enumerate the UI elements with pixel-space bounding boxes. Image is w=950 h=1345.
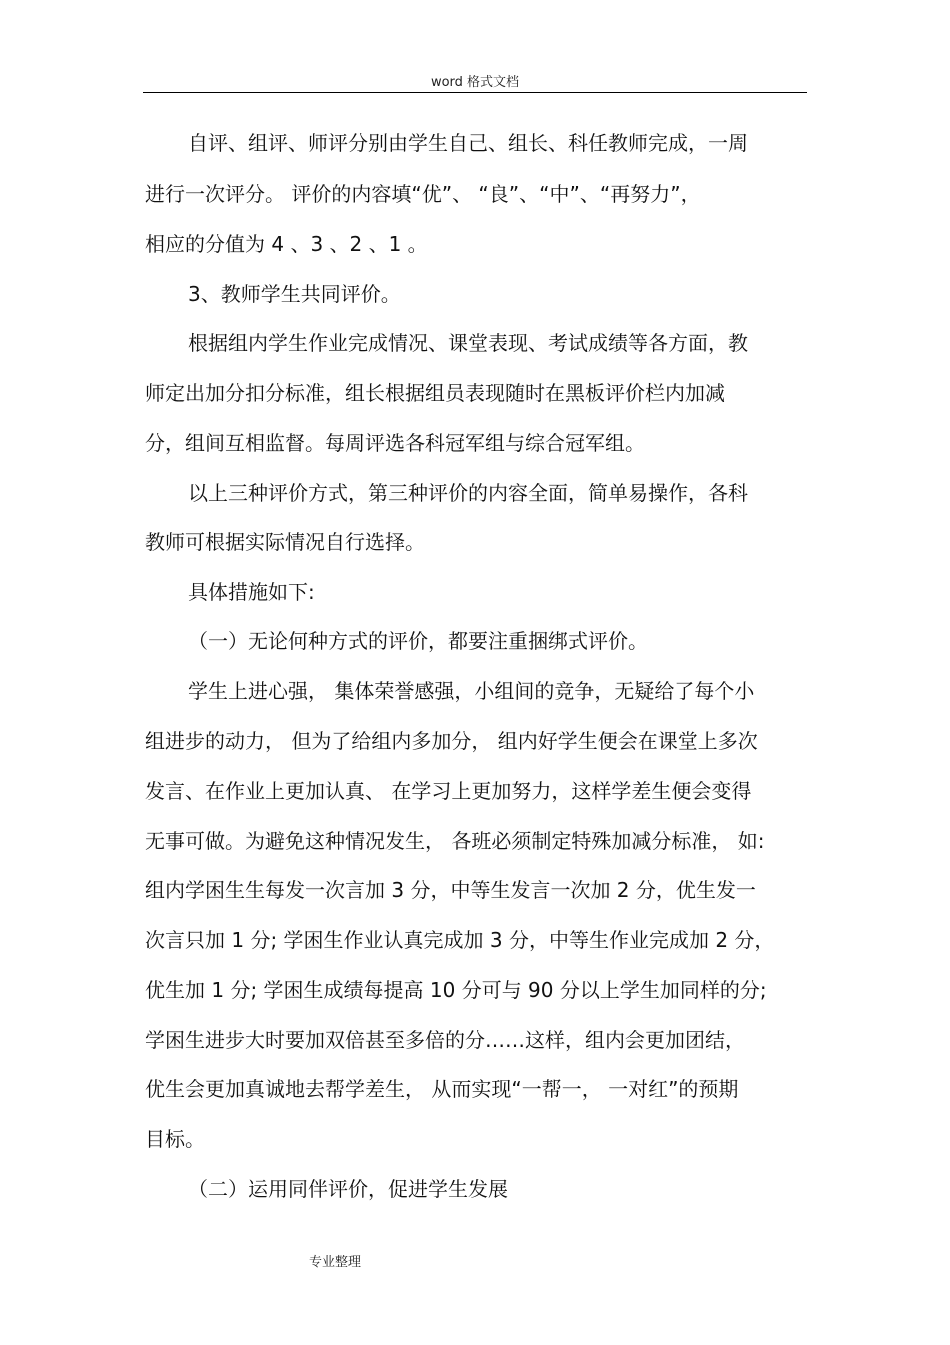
line-21: 目标。 — [145, 1127, 205, 1151]
line-5: 根据组内学生作业完成情况、课堂表现、考试成绩等各方面，教 — [188, 331, 748, 355]
line-13: 组进步的动力， 但为了给组内多加分， 组内好学生便会在课堂上多次 — [145, 729, 758, 753]
line-22: （二）运用同伴评价，促进学生发展 — [188, 1177, 508, 1201]
line-7: 分，组间互相监督。每周评选各科冠军组与综合冠军组。 — [145, 431, 645, 455]
line-9: 教师可根据实际情况自行选择。 — [145, 530, 425, 554]
header-rule — [143, 92, 807, 93]
line-4: 3、教师学生共同评价。 — [188, 282, 401, 306]
line-2: 进行一次评分。 评价的内容填“优”、 “良”、“中”、“再努力”， — [145, 182, 701, 206]
line-1: 自评、组评、师评分别由学生自己、组长、科任教师完成，一周 — [188, 131, 748, 155]
line-19: 学困生进步大时要加双倍甚至多倍的分……这样，组内会更加团结， — [145, 1028, 745, 1052]
page-header: word 格式文档 — [430, 75, 520, 90]
line-16: 组内学困生生每发一次言加 3 分，中等生发言一次加 2 分，优生发一 — [145, 878, 756, 902]
line-20: 优生会更加真诚地去帮学差生， 从而实现“一帮一， 一对红”的预期 — [145, 1077, 739, 1101]
line-15: 无事可做。为避免这种情况发生， 各班必须制定特殊加减分标准， 如: — [145, 829, 765, 853]
line-18: 优生加 1 分; 学困生成绩每提高 10 分可与 90 分以上学生加同样的分; — [145, 978, 767, 1002]
line-11: （一）无论何种方式的评价，都要注重捆绑式评价。 — [188, 629, 648, 653]
line-6: 师定出加分扣分标准，组长根据组员表现随时在黑板评价栏内加减 — [145, 381, 725, 405]
page-footer: 专业整理 — [309, 1255, 362, 1270]
line-3: 相应的分值为 4 、3 、2 、1 。 — [145, 232, 428, 256]
line-8: 以上三种评价方式，第三种评价的内容全面，简单易操作，各科 — [188, 481, 748, 505]
line-14: 发言、在作业上更加认真、 在学习上更加努力，这样学差生便会变得 — [145, 779, 752, 803]
line-12: 学生上进心强， 集体荣誉感强，小组间的竞争，无疑给了每个小 — [188, 679, 755, 703]
line-17: 次言只加 1 分; 学困生作业认真完成加 3 分，中等生作业完成加 2 分， — [145, 928, 775, 952]
line-10: 具体措施如下: — [188, 580, 315, 604]
